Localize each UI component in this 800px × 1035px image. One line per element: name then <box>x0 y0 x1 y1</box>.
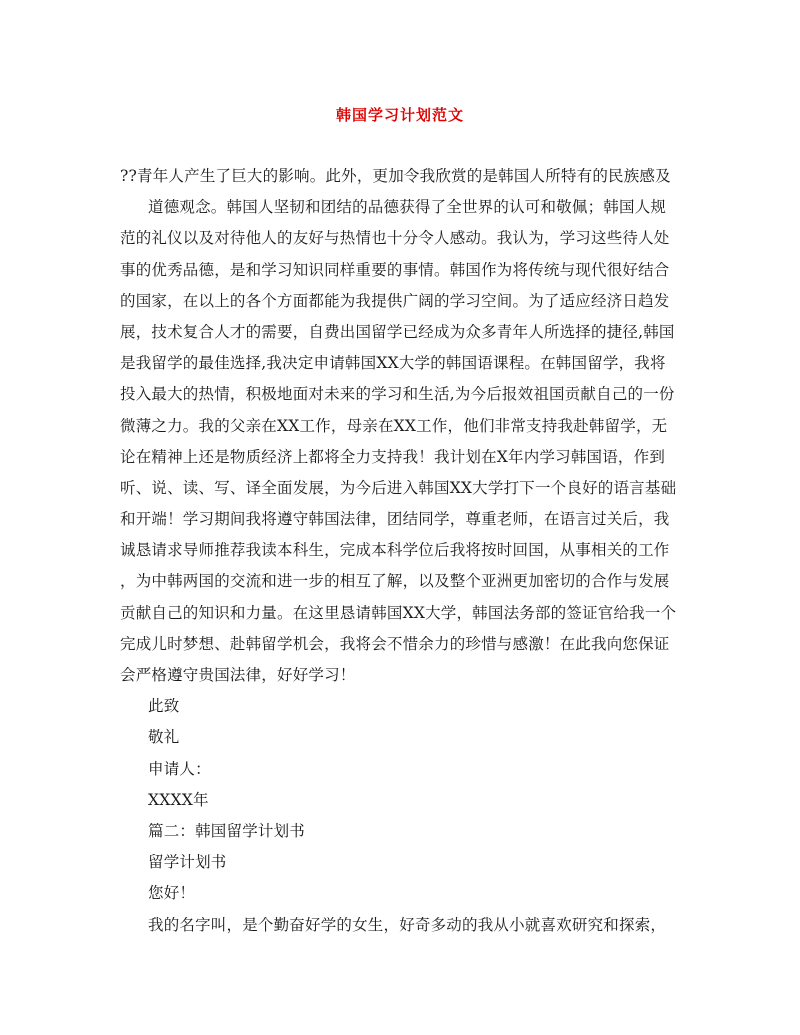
text-line: 微薄之力。我的父亲在XX工作，母亲在XX工作，他们非常支持我赴韩留学，无 <box>120 416 668 435</box>
text-line: 完成儿时梦想、赴韩留学机会，我将会不惜余力的珍惜与感激！在此我向您保证 <box>120 634 670 653</box>
text-line: 会严格遵守贵国法律，好好学习！ <box>120 666 356 684</box>
text-line: 听、说、读、写、译全面发展，为今后进入韩国XX大学打下一个良好的语言基础 <box>120 478 677 497</box>
text-line: 篇二：韩国留学计划书 <box>148 821 306 840</box>
text-line: 诚恳请求导师推荐我读本科生，完成本科学位后我将按时回国，从事相关的工作 <box>120 541 670 560</box>
text-line: XXXX年 <box>148 790 209 809</box>
text-line: 敬礼 <box>148 728 180 747</box>
document-title: 韩国学习计划范文 <box>335 106 464 124</box>
text-line: 您好！ <box>148 884 196 903</box>
text-line: 留学计划书 <box>148 853 227 872</box>
text-line: 论在精神上还是物质经济上都将全力支持我！我计划在X年内学习韩国语，作到 <box>120 447 666 466</box>
text-line: 投入最大的热情，积极地面对未来的学习和生活,为今后报效祖国贡献自己的一份 <box>120 385 675 404</box>
text-line: ，为中韩两国的交流和进一步的相互了解，以及整个亚洲更加密切的合作与发展 <box>120 572 670 591</box>
text-line: 和开端！学习期间我将遵守韩国法律，团结同学，尊重老师，在语言过关后，我 <box>120 510 670 529</box>
text-line: ??青年人产生了巨大的影响。此外，更加令我欣赏的是韩国人所特有的民族感及 <box>120 167 671 185</box>
text-line: 贡献自己的知识和力量。在这里恳请韩国XX大学，韩国法务部的签证官给我一个 <box>120 603 677 622</box>
text-line: 是我留学的最佳选择,我决定申请韩国XX大学的韩国语课程。在韩国留学，我将 <box>120 354 666 373</box>
text-line: 展，技术复合人才的需要，自费出国留学已经成为众多青年人所选择的捷径,韩国 <box>120 322 675 341</box>
text-line: 我的名字叫，是个勤奋好学的女生，好奇多动的我从小就喜欢研究和探索， <box>148 915 667 934</box>
document-body <box>120 161 680 941</box>
text-line: 此致 <box>148 697 180 716</box>
text-line: 道德观念。韩国人坚韧和团结的品德获得了全世界的认可和敬佩；韩国人规 <box>148 198 667 217</box>
text-line: 申请人： <box>148 759 211 778</box>
text-line: 范的礼仪以及对待他人的友好与热情也十分令人感动。我认为，学习这些待人处 <box>120 229 670 248</box>
text-line: 事的优秀品德，是和学习知识同样重要的事情。韩国作为将传统与现代很好结合 <box>120 260 670 279</box>
text-line: 的国家，在以上的各个方面都能为我提供广阔的学习空间。为了适应经济日趋发 <box>120 291 670 310</box>
